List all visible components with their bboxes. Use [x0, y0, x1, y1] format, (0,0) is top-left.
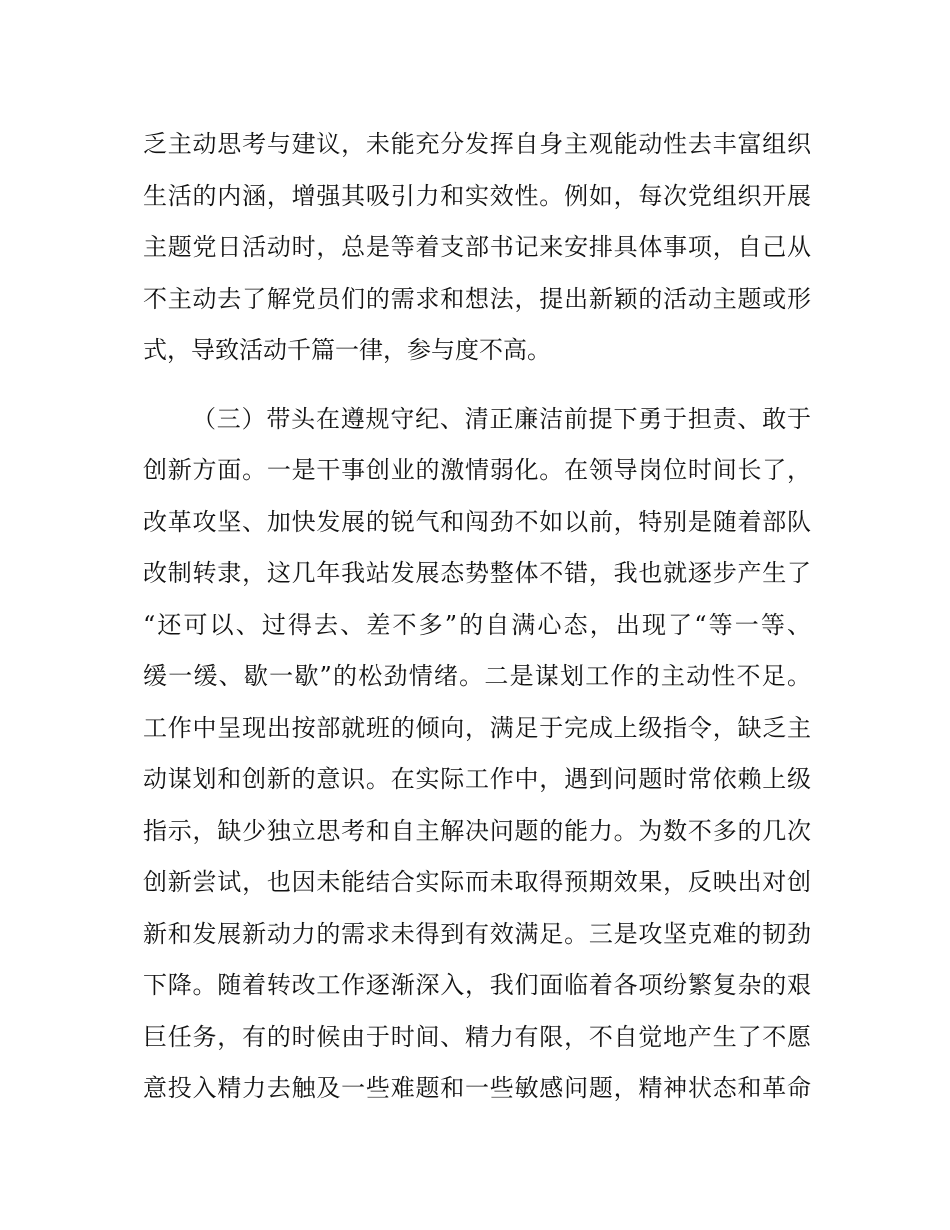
text-line: 改制转隶，这几年我站发展态势整体不错，我也就逐步产生了: [143, 559, 811, 587]
text-line: 新和发展新动力的需求未得到有效满足。三是攻坚克难的韧劲: [143, 919, 811, 948]
text-line: 创新方面。一是干事创业的激情弱化。在领导岗位时间长了，: [143, 456, 811, 484]
paragraph-spacer: [143, 377, 813, 394]
text-line: 生活的内涵，增强其吸引力和实效性。例如，每次党组织开展: [143, 181, 811, 210]
text-line: 下降。随着转改工作逐渐深入，我们面临着各项纷繁复杂的艰: [143, 971, 811, 999]
paragraph-1: [143, 119, 813, 377]
text-line: 工作中呈现出按部就班的倾向，满足于完成上级指令，缺乏主: [143, 713, 811, 742]
text-line: 指示，缺少独立思考和自主解决问题的能力。为数不多的几次: [143, 816, 811, 845]
text-line: 改革攻坚、加快发展的锐气和闯劲不如以前，特别是随着部队: [143, 507, 811, 536]
text-line: 式，导致活动千篇一律，参与度不高。: [143, 336, 551, 364]
text-line: 主题党日活动时，总是等着支部书记来安排具体事项，自己从: [143, 233, 811, 261]
document-body: [143, 119, 813, 1115]
text-line: 缓一缓、歇一歇”的松劲情绪。二是谋划工作的主动性不足。: [143, 662, 811, 690]
paragraph-2: [143, 394, 813, 1115]
text-line: （三）带头在遵规守纪、清正廉洁前提下勇于担责、敢于: [192, 404, 811, 433]
text-line: 巨任务，有的时候由于时间、精力有限，不自觉地产生了不愿: [143, 1022, 811, 1051]
text-line: “还可以、过得去、差不多”的自满心态，出现了“等一等、: [143, 610, 811, 639]
text-line: 不主动去了解党员们的需求和想法，提出新颖的活动主题或形: [143, 284, 811, 313]
text-line: 创新尝试，也因未能结合实际而未取得预期效果，反映出对创: [143, 868, 811, 896]
text-line: 意投入精力去触及一些难题和一些敏感问题，精神状态和革命: [143, 1074, 811, 1102]
text-line: 动谋划和创新的意识。在实际工作中，遇到问题时常依赖上级: [143, 765, 811, 793]
text-line: 乏主动思考与建议，未能充分发挥自身主观能动性去丰富组织: [143, 130, 811, 158]
